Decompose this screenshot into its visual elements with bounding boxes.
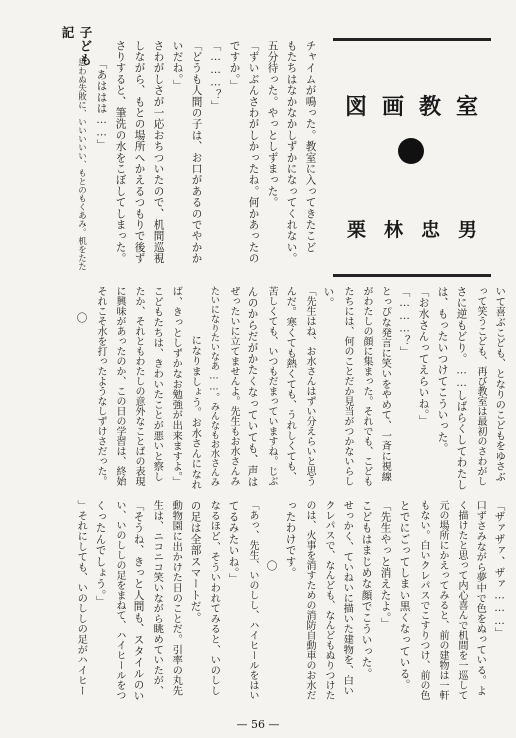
text-column: さに逆もどり。……しばらくしてわたし [455, 286, 468, 491]
text-column: の足は全部スマートだ。 [189, 500, 202, 624]
title-char: 図 [345, 94, 368, 120]
text-column: ば、きっとしずかなお勉強が出来ますよ。」 [170, 286, 183, 487]
text-column: ぜったいに立てませんよ。先生もお水さんみ [228, 286, 239, 486]
text-column: それこそ水を打ったようなしずけさだった。 [95, 286, 106, 486]
text-column: こどもたちは、きわいたことが悪いと察し [151, 286, 164, 482]
text-column: 」それにしても、いのししの足がハイヒー [75, 500, 88, 696]
text-column: になりましょう。お水さんになれ [189, 335, 202, 490]
text-column: がわたしの顔に集まった。それでも、こども [361, 286, 372, 486]
author-char: 男 [458, 219, 478, 241]
text-column: 「あははは……」 [95, 58, 108, 151]
text-column: たいになりたいなあ……。みんなもお水さんみ [208, 286, 220, 487]
text-column: こどもはまじめな顔でこういった。 [360, 500, 373, 680]
text-column: くったんでしょう。」 [94, 500, 107, 607]
text-column: せっかく、ていねいに描いた建物を、白い [341, 500, 354, 696]
text-column: ったわけです。 [284, 500, 297, 579]
text-column: 「………？」 [398, 286, 411, 358]
text-column: ですか。」 [228, 40, 241, 91]
text-column: しながら、もとの場所へかえるつもりで後ず [133, 40, 146, 264]
text-column: 「ザァザァ、ザァ………」 [493, 500, 506, 639]
text-column: に興味があったのか、この日の学習は、終始 [114, 286, 125, 486]
text-column: 口ずさみながら夢中で色をぬっている。よ [474, 500, 487, 696]
text-column: たか、それともわたしの意外なことばの表現 [133, 286, 144, 486]
text-column: 思わぬ失敗に、いいいいい、もとのもくあみ。机をたた [76, 58, 87, 271]
text-column: 「先生はね、お水さんはずい分えらいと思う [304, 286, 315, 486]
text-column: 「そうね、きっと人間も、スタイルのい [132, 500, 145, 702]
text-column: 「………？」 [209, 40, 222, 112]
text-column: 苦しくても、いつもだまっていますね。じぶ [266, 286, 277, 486]
text-column: 元の場所にかえってみると、前の建物は一軒 [437, 500, 448, 700]
text-column: 「どうも人間の子は、お口があるのでやかか [190, 40, 203, 264]
text-column: い。 [322, 286, 335, 309]
text-column: 「お水さんってえらいね。」 [417, 286, 430, 427]
text-column: チャイムが鳴った。教室に入ってきたこど [304, 40, 317, 253]
text-column: クレパスで、なんども、なんどもぬりつけた [323, 500, 334, 700]
title-char: 室 [456, 94, 479, 120]
title-rule-top [333, 38, 491, 41]
text-column: 五分待った。やっとしずまった。 [266, 40, 279, 208]
title-char: 教 [419, 94, 442, 120]
author-char: 栗 [347, 219, 367, 241]
text-column: 「先生やっと消えたよ。」 [379, 500, 392, 630]
page-number: — 56 — [236, 718, 280, 731]
text-column: のは、火事を消すための消防自動車のお水だ [304, 500, 315, 700]
text-column: さわがしさが一応おちついたので、机間巡視 [152, 40, 165, 264]
text-column: く描けたと思って内心喜んで机間を一巡して [456, 500, 467, 700]
text-column: たちには、何のことだか見当がつかないらし [342, 286, 353, 486]
title-dot-ornament [398, 138, 424, 164]
text-column: てるみたいね。」 [227, 500, 240, 585]
text-column: いて喜ぶこども、となりのこどもをゆさぶ [493, 286, 506, 482]
text-column: 動物園に出かけた日のことだ。引率の丸先 [170, 500, 183, 696]
text-column: って笑うこども、再び教室は最初のさわがし [475, 286, 486, 486]
text-column: んだ。寒くても熱くても、うれしくても、 [284, 286, 297, 482]
text-column: 「あっ、先生、いのしし、ハイヒールをはい [247, 500, 258, 700]
series-label: 記 [60, 26, 75, 40]
author-char: 忠 [421, 219, 441, 241]
series-label: 子ども [78, 26, 93, 67]
text-column: い、いのししの足をまねて、ハイヒールをつ [114, 500, 125, 700]
title-rule-bottom [333, 274, 491, 277]
text-column: なるほど、そういわれてみると、いのしし [208, 500, 221, 696]
text-column: もたちはなかなかしずかになってくれない。 [285, 40, 298, 264]
text-column: は、もったいつけてこういった。 [436, 286, 449, 454]
text-column: 「ずいぶんさわがしかったね。何かあったの [247, 40, 260, 264]
text-column: とでにごってしまい黒くなっている。 [398, 500, 411, 691]
section-break-mark: 〇 [265, 560, 278, 572]
author-char: 林 [384, 219, 404, 241]
text-column: さりすると、筆洗の水をこぼしてしまった。 [114, 40, 127, 264]
section-break-mark: 〇 [75, 312, 88, 324]
title-char: 画 [382, 94, 405, 120]
text-column: んのからだがかたくなっていても、声は [246, 286, 259, 488]
text-column: 生は、ニコニコ笑いながら眺めていたが、 [151, 500, 164, 696]
text-column: いだね。」 [171, 40, 184, 91]
text-column: とっぴな発言に笑いをやめて、一斉に視線 [379, 286, 392, 482]
text-column: もない。白いクレパスでこすりつけ、前の色 [418, 500, 429, 700]
